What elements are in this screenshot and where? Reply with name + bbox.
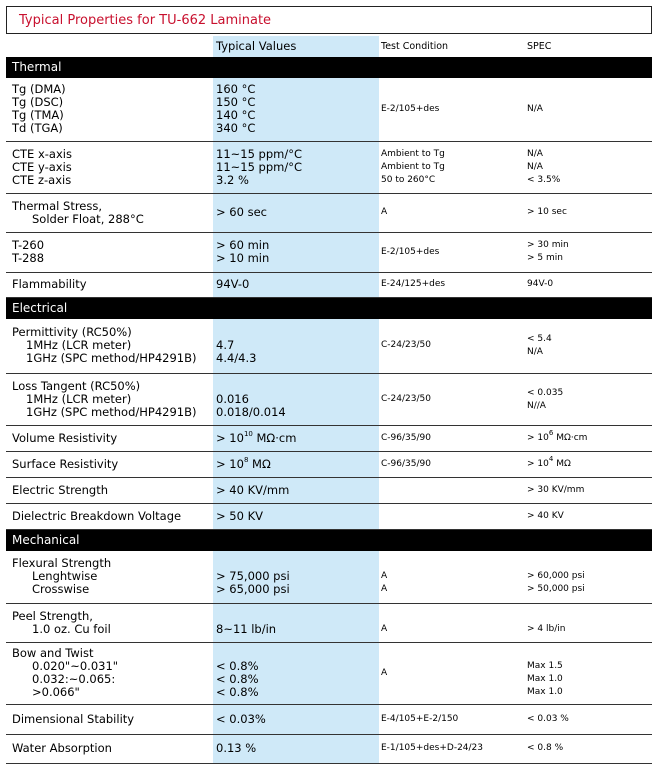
test-condition: A (381, 571, 388, 582)
table-header-row (6, 36, 652, 57)
typical-value: > 65,000 psi (216, 582, 290, 597)
property-name: Permittivity (RC50%) (12, 325, 132, 340)
header-spec: SPEC (527, 41, 552, 52)
spec-value: N/A (521, 78, 652, 141)
property-cell (6, 141, 213, 193)
property-cell (6, 78, 213, 141)
table-row-permittivity (6, 319, 652, 374)
property-name: Flexural Strength (12, 556, 112, 571)
header-test-condition: Test Condition (381, 41, 449, 52)
typical-value: > 60 min (216, 238, 270, 252)
property-cell (6, 232, 213, 272)
typical-value: 11~15 ppm/°C (216, 159, 303, 174)
spec-value: > 30 min (527, 240, 569, 250)
table-row-t260 (6, 232, 652, 272)
spec-value: N/A (527, 346, 543, 357)
property-name: CTE x-axis (12, 146, 72, 161)
spec-value: > 40 KV (521, 504, 652, 530)
spec-cell (521, 551, 652, 603)
test-condition-cell (379, 551, 521, 603)
value-cell (213, 642, 379, 704)
property-name: Tg (DSC) (12, 95, 64, 110)
table-row-cte (6, 141, 652, 193)
test-condition: A (379, 603, 521, 642)
property-cell (6, 603, 213, 642)
section-mechanical (6, 530, 652, 552)
test-condition: A (381, 584, 388, 595)
property-name: Electric Strength (6, 478, 213, 504)
property-name: Dielectric Breakdown Voltage (6, 504, 213, 530)
test-condition: Ambient to Tg (381, 161, 445, 172)
spec-cell (521, 141, 652, 193)
typical-value: 0.016 (216, 392, 249, 406)
property-subname: 1.0 oz. Cu foil (32, 621, 111, 636)
property-name: Tg (TMA) (12, 108, 64, 123)
test-condition (379, 504, 521, 530)
spec-cell (521, 319, 652, 374)
typical-value: 0.13 % (213, 734, 379, 763)
section-label: Mechanical (6, 530, 652, 552)
spec-cell (521, 232, 652, 272)
property-name: CTE z-axis (12, 172, 72, 187)
spec-value: > 10 sec (521, 193, 652, 232)
typical-value: > 10 min (216, 251, 270, 265)
spec-cell (521, 374, 652, 426)
spec-value: < 3.5% (527, 174, 561, 185)
section-thermal (6, 57, 652, 78)
typical-value: 160 °C (216, 82, 256, 97)
property-name: Flammability (6, 272, 213, 297)
property-name: Peel Strength, (12, 608, 93, 623)
test-condition: E-1/105+des+D-24/23 (379, 734, 521, 763)
test-condition: C-24/23/50 (379, 374, 521, 426)
typical-value: > 75,000 psi (216, 569, 290, 584)
value-cell (213, 374, 379, 426)
test-condition: E-2/105+des (379, 232, 521, 272)
test-condition: C-96/35/90 (379, 452, 521, 478)
property-subname: 0.020"~0.031" (32, 659, 119, 673)
page-title: Typical Properties for TU-662 Laminate (19, 13, 272, 28)
spec-value: > $10^4$ MΩ (521, 452, 652, 478)
typical-value: > $10^{10}$ MΩ·cm (213, 426, 379, 452)
spec-value: Max 1.0 (527, 674, 563, 684)
property-cell (6, 374, 213, 426)
property-subname: Crosswise (32, 582, 90, 597)
spec-value: < 5.4 (527, 333, 552, 344)
spec-value: N/A (527, 148, 543, 159)
header-typical-values: Typical Values (213, 36, 379, 57)
typical-value: 8~11 lb/in (213, 603, 379, 642)
typical-value: 3.2 % (216, 172, 249, 187)
property-subname: 1MHz (LCR meter) (26, 338, 132, 353)
property-name: Surface Resistivity (6, 452, 213, 478)
property-subname: 1MHz (LCR meter) (26, 392, 132, 406)
section-electrical (6, 297, 652, 319)
test-condition: E-4/105+E-2/150 (379, 704, 521, 734)
spec-value: > 60,000 psi (527, 571, 585, 582)
spec-value: < 0.8 % (521, 734, 652, 763)
test-condition: C-96/35/90 (379, 426, 521, 452)
spec-value: Max 1.0 (527, 687, 563, 697)
spec-value: > 5 min (527, 253, 563, 263)
table-row-electric-strength (6, 478, 652, 504)
property-cell (6, 551, 213, 603)
typical-value: 94V-0 (213, 272, 379, 297)
properties-table (6, 36, 652, 764)
spec-value: > 30 KV/mm (521, 478, 652, 504)
table-row-peel-strength (6, 603, 652, 642)
value-cell (213, 551, 379, 603)
value-cell (213, 232, 379, 272)
spec-value: N//A (527, 400, 546, 411)
spec-cell (521, 642, 652, 704)
typical-value: 340 °C (216, 121, 256, 136)
table-row-flexural-strength (6, 551, 652, 603)
typical-value: < 0.8% (216, 672, 259, 686)
value-cell (213, 78, 379, 141)
table-row-thermal-stress (6, 193, 652, 232)
test-condition: E-2/105+des (379, 78, 521, 141)
table-row-flammability (6, 272, 652, 297)
property-name: CTE y-axis (12, 159, 72, 174)
typical-value: > $10^8$ MΩ (213, 452, 379, 478)
spec-value: < 0.035 (527, 387, 564, 398)
property-subname: Solder Float, 288°C (32, 211, 144, 226)
typical-value: > 50 KV (213, 504, 379, 530)
property-name: Water Absorption (6, 734, 213, 763)
property-name: Tg (DMA) (12, 82, 66, 97)
header-property (6, 36, 213, 57)
property-name: Bow and Twist (12, 646, 94, 660)
typical-value: 4.7 (216, 338, 235, 353)
property-name: Volume Resistivity (6, 426, 213, 452)
typical-value: 140 °C (216, 108, 256, 123)
table-row-dimensional-stability (6, 704, 652, 734)
property-subname: >0.066" (32, 685, 80, 699)
typical-value: > 40 KV/mm (213, 478, 379, 504)
title-bar (6, 6, 652, 34)
table-row-bow-twist (6, 642, 652, 704)
spec-value: Max 1.5 (527, 661, 563, 671)
typical-value: 150 °C (216, 95, 256, 110)
value-cell (213, 141, 379, 193)
property-name: T-260 (12, 238, 45, 252)
spec-value: 94V-0 (521, 272, 652, 297)
typical-value: 11~15 ppm/°C (216, 146, 303, 161)
typical-value: 4.4/4.3 (216, 351, 257, 366)
table-row-dielectric-breakdown (6, 504, 652, 530)
property-subname: 0.032:~0.065: (32, 672, 116, 686)
property-name: Thermal Stress, (12, 198, 103, 213)
spec-value: > 50,000 psi (527, 584, 585, 595)
typical-value: < 0.8% (216, 659, 259, 673)
test-condition: Ambient to Tg (381, 148, 445, 159)
table-row-volume-resistivity (6, 426, 652, 452)
spec-value: > 4 lb/in (521, 603, 652, 642)
test-condition: C-24/23/50 (379, 319, 521, 374)
table-row-tg (6, 78, 652, 141)
section-label: Thermal (6, 57, 652, 78)
table-row-surface-resistivity (6, 452, 652, 478)
test-condition: 50 to 260°C (381, 174, 436, 185)
typical-value: < 0.03% (213, 704, 379, 734)
test-condition-cell (379, 141, 521, 193)
spec-value: < 0.03 % (521, 704, 652, 734)
property-name: T-288 (12, 251, 45, 265)
spec-value: > $10^6$ MΩ·cm (521, 426, 652, 452)
test-condition: A (379, 642, 521, 704)
property-subname: 1GHz (SPC method/HP4291B) (26, 351, 197, 366)
property-name: Dimensional Stability (6, 704, 213, 734)
section-label: Electrical (6, 297, 652, 319)
property-name: Loss Tangent (RC50%) (12, 379, 141, 393)
value-cell (213, 319, 379, 374)
table-row-loss-tangent (6, 374, 652, 426)
property-cell (6, 319, 213, 374)
spec-value: N/A (527, 161, 543, 172)
property-cell (6, 642, 213, 704)
test-condition (379, 478, 521, 504)
property-cell (6, 193, 213, 232)
test-condition: A (379, 193, 521, 232)
test-condition: E-24/125+des (379, 272, 521, 297)
typical-value: < 0.8% (216, 685, 259, 699)
property-subname: Lenghtwise (32, 569, 98, 584)
table-row-water-absorption (6, 734, 652, 763)
typical-value: > 60 sec (213, 193, 379, 232)
property-subname: 1GHz (SPC method/HP4291B) (26, 405, 197, 419)
typical-value: 0.018/0.014 (216, 405, 286, 419)
property-name: Td (TGA) (12, 121, 63, 136)
